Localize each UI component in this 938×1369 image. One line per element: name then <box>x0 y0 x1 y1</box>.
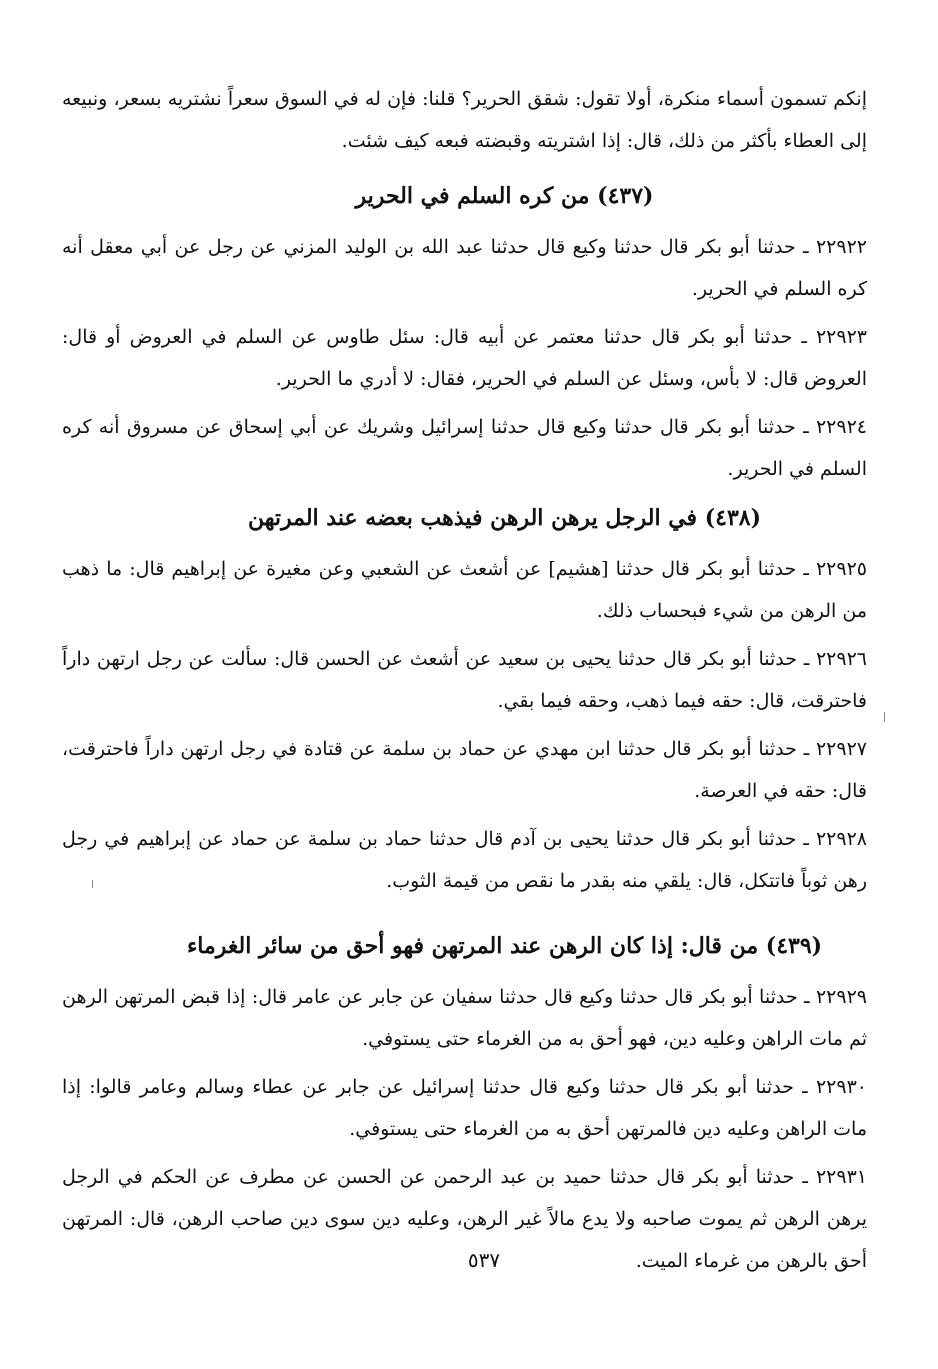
hadith-22927: ٢٢٩٢٧ ـ حدثنا أبو بكر قال حدثنا ابن مهدي عن حماد بن سلمة عن قتادة في رجل ارتهن داراً فاحترقت، قال: حقه في العرصة. <box>62 738 867 802</box>
page-content <box>62 78 867 1288</box>
page-number: ٥٣٧ <box>467 1248 501 1272</box>
hadith-22929: ٢٢٩٢٩ ـ حدثنا أبو بكر قال حدثنا وكيع قال حدثنا سفيان عن جابر عن عامر قال: إذا قبض المرتهن الرهن ثم مات الراهن وعليه دين، فهو أحق به من الغرماء حتى يستوفي. <box>62 986 867 1050</box>
section-heading-437: (٤٣٧) من كره السلم في الحرير <box>355 183 654 209</box>
hadith-22931: ٢٢٩٣١ ـ حدثنا أبو بكر قال حدثنا حميد بن عبد الرحمن عن الحسن عن مطرف عن الحكم في الرجل يرهن الرهن ثم يموت صاحبه ولا يدع مالاً غير الرهن، وعليه دين سوى دين صاحب الرهن، قال: المرتهن أحق بالرهن من غرماء الميت. <box>62 1166 867 1272</box>
hadith-22926: ٢٢٩٢٦ ـ حدثنا أبو بكر قال حدثنا يحيى بن سعيد عن أشعث عن الحسن قال: سألت عن رجل ارتهن داراً فاحترقت، قال: حقه فيما ذهب، وحقه فيما بقي. <box>62 648 867 712</box>
hadith-22925: ٢٢٩٢٥ ـ حدثنا أبو بكر قال حدثنا [هشيم] عن أشعث عن الشعبي وعن مغيرة عن إبراهيم قال: ما ذهب من الرهن من شيء فبحساب ذلك. <box>62 558 867 622</box>
hadith-22930: ٢٢٩٣٠ ـ حدثنا أبو بكر قال حدثنا وكيع قال حدثنا إسرائيل عن جابر عن عطاء وسالم وعامر قالوا: إذا مات الراهن وعليه دين فالمرتهن أحق به من الغرماء حتى يستوفي. <box>62 1076 867 1140</box>
intro-paragraph: إنكم تسمون أسماء منكرة، أولا تقول: شقق الحرير؟ قلنا: فإن له في السوق سعراً نشتريه بسعر، ونبيعه إلى العطاء بأكثر من ذلك، قال: إذا اشتريته وقبضته فبعه كيف شئت. <box>62 88 867 152</box>
section-heading-438: (٤٣٨) في الرجل يرهن الرهن فيذهب بعضه عند المرتهن <box>247 505 762 531</box>
section-heading-439: (٤٣٩) من قال: إذا كان الرهن عند المرتهن فهو أحق من سائر الغرماء <box>186 933 823 959</box>
hadith-22928: ٢٢٩٢٨ ـ حدثنا أبو بكر قال حدثنا يحيى بن آدم قال حدثنا حماد بن سلمة عن حماد عن إبراهيم في رجل رهن ثوباً فاتتكل، قال: يلقي منه بقدر ما نقص من قيمة الثوب. <box>62 828 867 892</box>
hadith-22924: ٢٢٩٢٤ ـ حدثنا أبو بكر قال حدثنا وكيع قال حدثنا إسرائيل وشريك عن أبي إسحاق عن مسروق أنه كره السلم في الحرير. <box>62 416 867 480</box>
scan-speck <box>92 880 93 888</box>
hadith-22923: ٢٢٩٢٣ ـ حدثنا أبو بكر قال حدثنا معتمر عن أبيه قال: سئل طاوس عن السلم في العروض أو قال: العروض قال: لا بأس، وسئل عن السلم في الحرير، فقال: لا أدري ما الحرير. <box>62 326 867 390</box>
hadith-22922: ٢٢٩٢٢ ـ حدثنا أبو بكر قال حدثنا وكيع قال حدثنا عبد الله بن الوليد المزني عن رجل عن أبي معقل أنه كره السلم في الحرير. <box>62 236 867 300</box>
scan-speck <box>884 712 885 722</box>
